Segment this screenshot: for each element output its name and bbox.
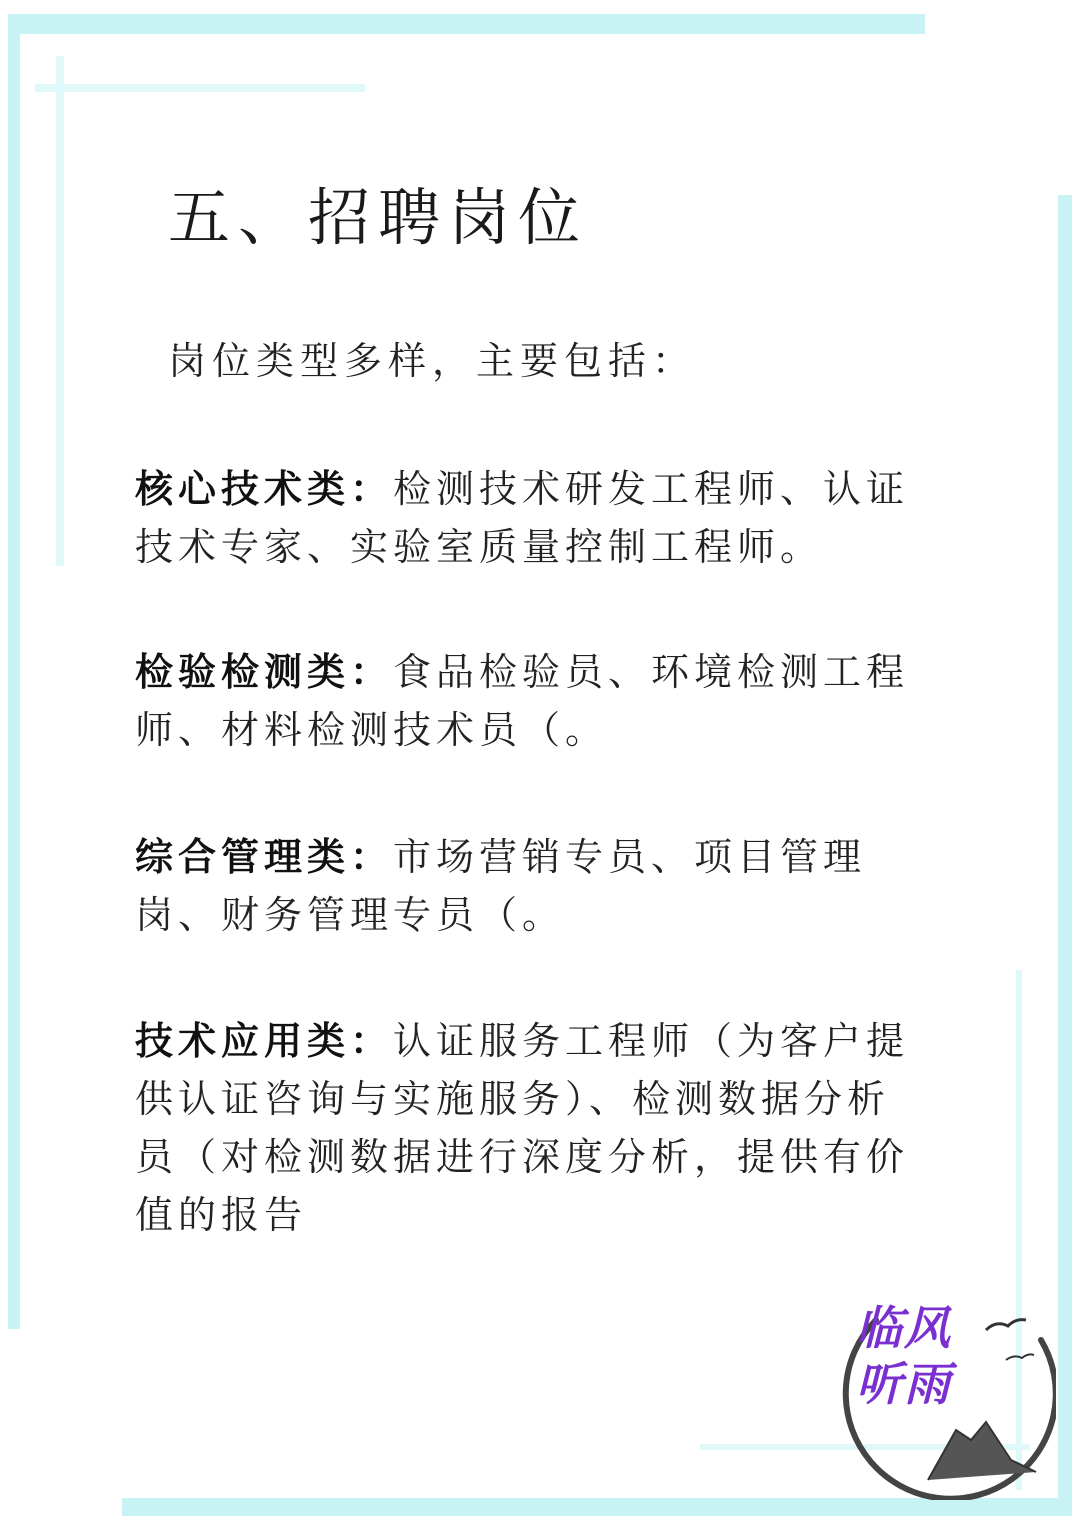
- section-label: 检验检测类：: [135, 649, 394, 694]
- frame-inner-top-line: [35, 84, 365, 92]
- frame-left-line: [8, 14, 20, 1329]
- section-text: 检测技术研发工程师、认证技术专家、实验室质量控制工程师。: [135, 467, 910, 569]
- section-tech-application: [135, 1012, 925, 1244]
- seal-text-line2: 听雨: [856, 1357, 952, 1411]
- frame-top-line: [10, 14, 925, 34]
- section-label: 综合管理类：: [135, 834, 394, 879]
- section-management: [135, 828, 925, 944]
- intro-text: 岗位类型多样，主要包括：: [168, 339, 697, 383]
- section-text: 市场营销专员、项目管理岗、财务管理专员（。: [135, 835, 867, 937]
- section-label: 技术应用类：: [135, 1018, 394, 1063]
- frame-inner-left-line: [56, 56, 64, 566]
- section-inspection: [135, 643, 925, 759]
- seal-logo: [836, 1290, 1056, 1500]
- seal-text-line1: 临风: [856, 1301, 952, 1355]
- section-label: 核心技术类：: [135, 466, 394, 511]
- page-title: 五、招聘岗位: [168, 181, 589, 254]
- section-text: 食品检验员、环境检测工程师、材料检测技术员（。: [135, 650, 910, 752]
- frame-bottom-line: [122, 1498, 1072, 1516]
- section-core-tech: [135, 460, 925, 576]
- frame-right-line: [1058, 195, 1072, 1515]
- section-text: 认证服务工程师（为客户提供认证咨询与实施服务）、检测数据分析员（对检测数据进行深度分析，提供有价值的报告: [135, 1019, 910, 1237]
